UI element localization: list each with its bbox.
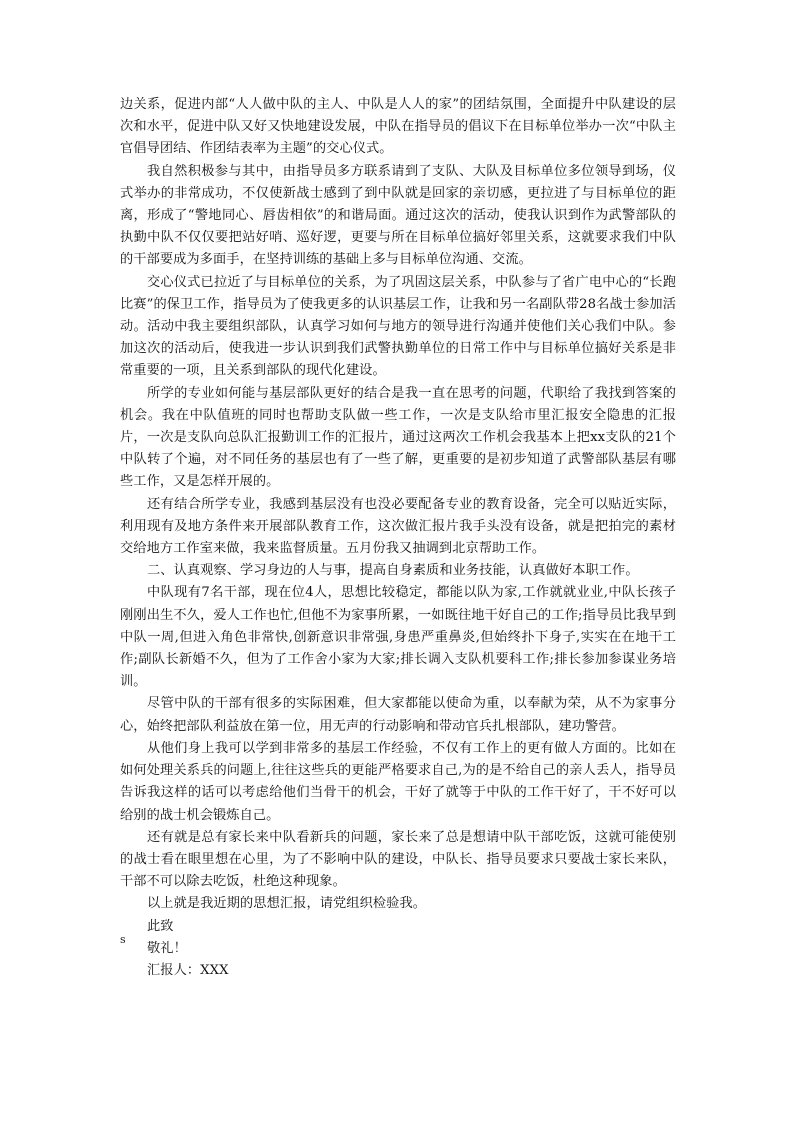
closing-statement: 以上就是我近期的思想汇报，请党组织检验我。 — [147, 896, 427, 912]
paragraph-4: 所学的专业如何能与基层部队更好的结合是我一直在思考的问题，代职给了我找到答案的机会。我在中队值班的同时也帮助支队做一些工作，一次是支队给市里汇报安全隐患的汇报片，一次是支队向总队汇报勤训工作的汇报片，通过这两次工作机会我基本上把xx支队的21个中队转了个遍，对不同任务的基层也有了一些了解，更重要的是初步知道了武警部队基层有哪些工作，又是怎样开展的。 — [120, 385, 676, 490]
salutation-jing-li: 敬礼！ — [147, 940, 187, 956]
salutation-ci-zhi: 此致 — [147, 918, 174, 934]
page-footnote: s — [120, 933, 126, 946]
reporter-signature-line: 汇报人：XXX — [147, 962, 229, 978]
paragraph-8: 从他们身上我可以学到非常多的基层工作经验，不仅有工作上的更有做人方面的。比如在如何处理关系兵的问题上,往往这些兵的更能严格要求自己,为的是不给自己的亲人丢人，指导员告诉我这样的话可以考虑给他们当骨干的机会，干好了就等于中队的工作干好了，干不好可以给别的战士机会锻炼自己。 — [120, 740, 676, 823]
paragraph-6: 中队现有7名干部，现在位4人，思想比较稳定，都能以队为家,工作就就业业,中队长孩子刚刚出生不久，爱人工作也忙,但他不为家事所累，一如既往地干好自己的工作;指导员比我早到中队一周,但进入角色非常快,创新意识非常强,身患严重鼻炎,但始终扑下身子,实实在在地干工作;副队长新婚不久，但为了工作舍小家为大家;排长调入支队机要科工作;排长参加参谋业务培训。 — [120, 585, 676, 690]
paragraph-9: 还有就是总有家长来中队看新兵的问题，家长来了总是想请中队干部吃饭，这就可能使别的战士看在眼里想在心里，为了不影响中队的建设，中队长、指导员要求只要战士家长来队，干部不可以除去吃饭，杜绝这种现象。 — [120, 829, 676, 890]
paragraph-1: 边关系，促进内部“人人做中队的主人、中队是人人的家”的团结氛围，全面提升中队建设的层次和水平，促进中队又好又快地建设发展，中队在指导员的倡议下在目标单位举办一次“中队主官倡导团结、作团结表率为主题”的交心仪式。 — [120, 97, 676, 157]
paragraph-2: 我自然积极参与其中，由指导员多方联系请到了支队、大队及目标单位多位领导到场，仪式举办的非常成功，不仅使新战士感到了到中队就是回家的亲切感，更拉进了与目标单位的距离，形成了“警地同心、唇齿相依”的和谐局面。通过这次的活动，使我认识到作为武警部队的执勤中队不仅仅要把站好哨、巡好逻，更要与所在目标单位搞好邻里关系，这就要求我们中队的干部要成为多面手，在坚持训练的基础上多与目标单位沟通、交流。 — [120, 163, 676, 268]
paragraph-3: 交心仪式已拉近了与目标单位的关系，为了巩固这层关系，中队参与了省广电中心的“长跑比赛”的保卫工作，指导员为了使我更多的认识基层工作，让我和另一名副队带28名战士参加活动。活动中我主要组织部队，认真学习如何与地方的领导进行沟通并使他们关心我们中队。参加这次的活动后，使我进一步认识到我们武警执勤单位的日常工作中与目标单位搞好关系是非常重要的一项，且关系到部队的现代化建设。 — [120, 274, 676, 379]
paragraph-7: 尽管中队的干部有很多的实际困难，但大家都能以使命为重，以奉献为荣，从不为家事分心，始终把部队利益放在第一位，用无声的行动影响和带动官兵扎根部队，建功警营。 — [120, 696, 676, 734]
paragraph-5: 还有结合所学专业，我感到基层没有也没必要配备专业的教育设备，完全可以贴近实际，利用现有及地方条件来开展部队教育工作，这次做汇报片我手头没有设备，就是把拍完的素材交给地方工作室来做，我来监督质量。五月份我又抽调到北京帮助工作。 — [120, 496, 676, 557]
document-body — [120, 94, 676, 982]
section-heading: 二、认真观察、学习身边的人与事，提高自身素质和业务技能，认真做好本职工作。 — [147, 563, 639, 579]
